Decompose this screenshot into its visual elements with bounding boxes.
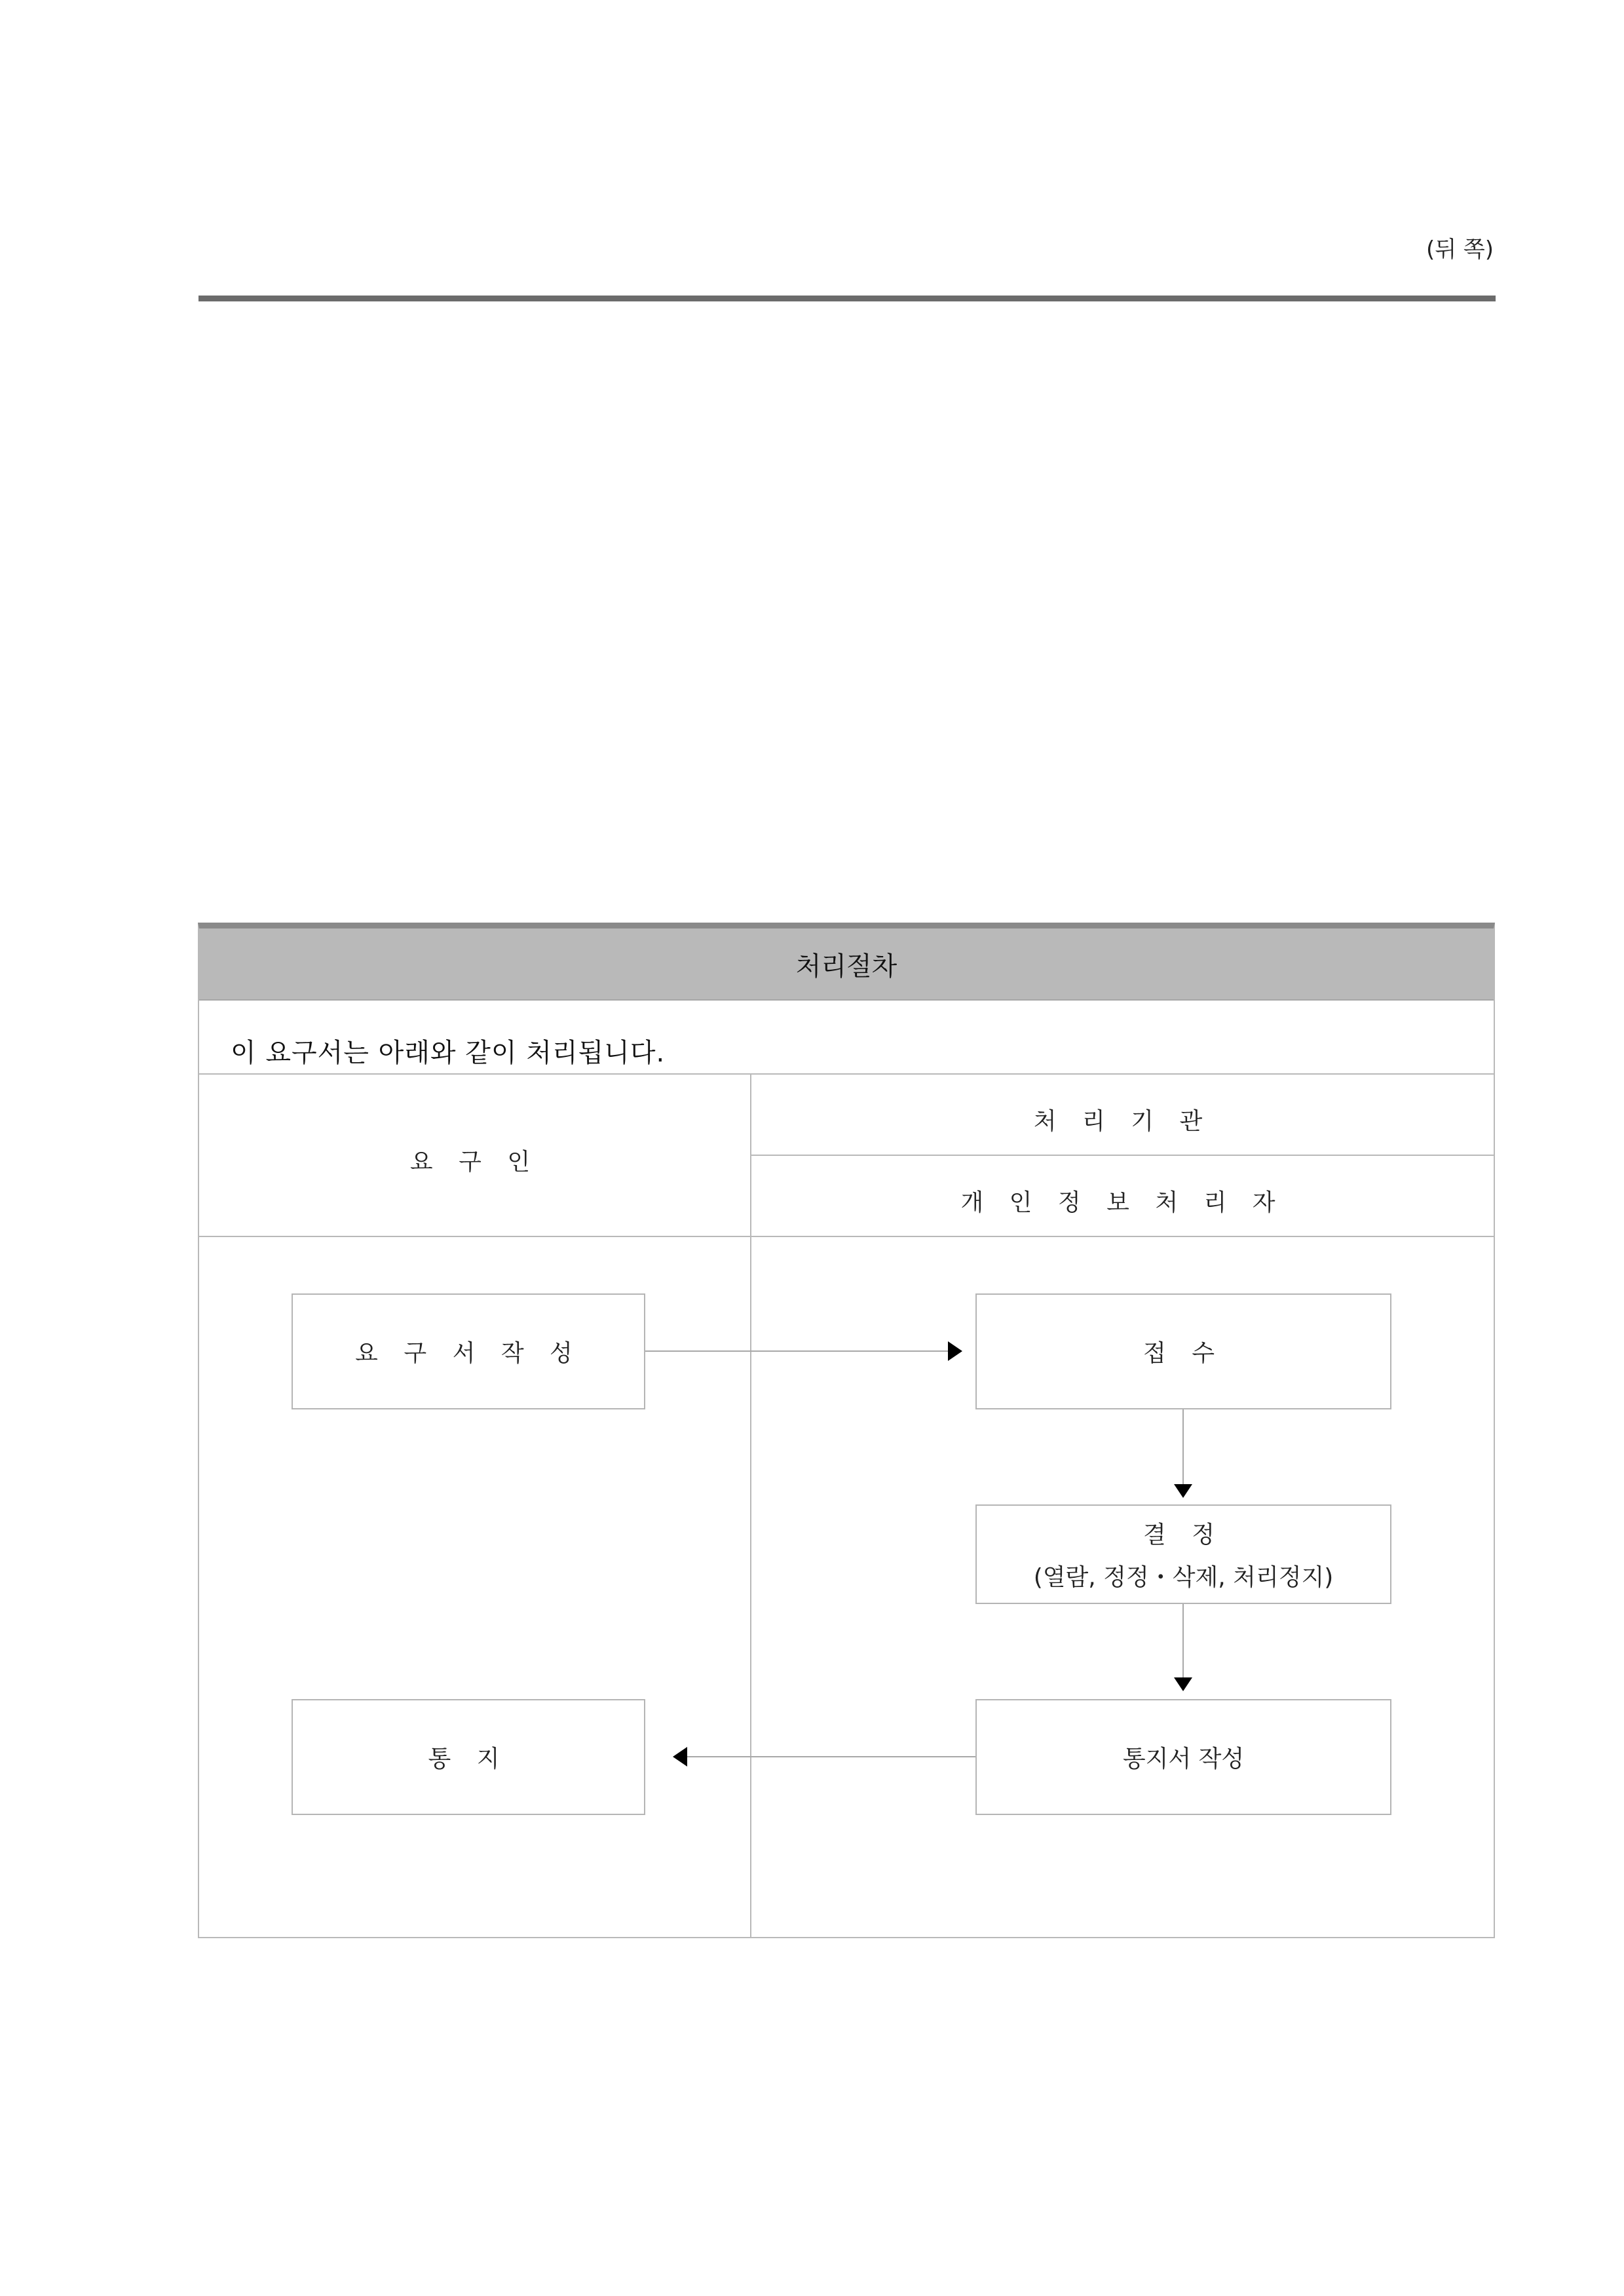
decision-title: 결 정	[1143, 1521, 1224, 1548]
receipt-box: 접 수	[975, 1293, 1391, 1409]
procedure-intro: 이 요구서는 아래와 같이 처리됩니다.	[231, 1038, 666, 1068]
write-notice-box: 통지서 작성	[975, 1699, 1391, 1815]
handler-column-header: 개 인 정 보 처 리 자	[960, 1189, 1285, 1216]
requester-column-header: 요 구 인	[409, 1149, 540, 1176]
procedure-title: 처리절차	[199, 928, 1494, 1001]
decision-detail: (열람, 정정・삭제, 처리정지)	[1033, 1564, 1334, 1591]
page-side-label: (뒤 쪽)	[1426, 237, 1494, 263]
arrow-down-head-2	[1174, 1677, 1192, 1691]
notice-box: 통 지	[292, 1699, 645, 1815]
write-request-box: 요 구 서 작 성	[292, 1293, 645, 1409]
flow-arrows	[199, 928, 1494, 1938]
procedure-table	[198, 923, 1495, 1938]
arrow-down-head-1	[1174, 1484, 1192, 1498]
arrow-left-head	[673, 1747, 687, 1767]
agency-column-header: 처 리 기 관	[1033, 1108, 1212, 1135]
top-divider	[198, 296, 1496, 301]
arrow-right-head	[948, 1341, 962, 1361]
